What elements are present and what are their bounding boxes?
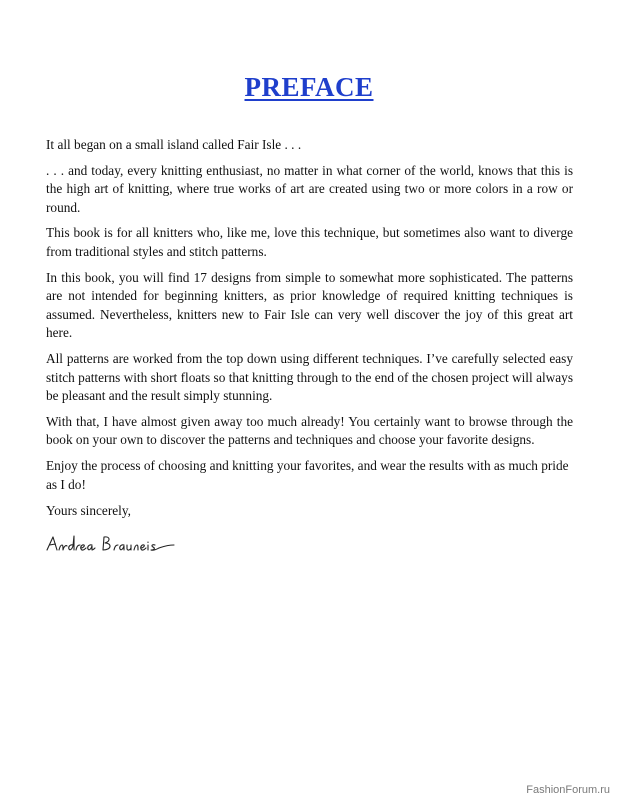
watermark: FashionForum.ru (526, 784, 610, 796)
paragraph-6: With that, I have almost given away too much already! You certainly want to browse through the book on your own to discover the patterns and techniques and choose your favorite designs. (46, 413, 573, 448)
signature (44, 533, 184, 557)
paragraph-7: Enjoy the process of choosing and knitting your favorites, and wear the results with as much pride as I do! (46, 457, 569, 492)
paragraph-5: All patterns are worked from the top down using different techniques. I’ve carefully selected easy stitch patterns with short floats so that knitting through to the end of the chosen project will always be pleasant and the result simply stunning. (46, 350, 573, 404)
paragraph-2: . . . and today, every knitting enthusiast, no matter in what corner of the world, knows that this is the high art of knitting, where true works of art are created using two or more colors in a row or round. (46, 162, 573, 215)
paragraph-3: This book is for all knitters who, like me, love this technique, but sometimes also want to diverge from traditional styles and stitch patterns. (46, 225, 573, 259)
closing-line: Yours sincerely, (46, 503, 131, 519)
page-title: PREFACE (244, 72, 374, 102)
paragraph-1: It all began on a small island called Fair Isle . . . (46, 137, 302, 152)
paragraph-4: In this book, you will find 17 designs from simple to somewhat more sophisticated. The patterns are not intended for beginning knitters, as prior knowledge of required knitting techniques is assumed. Nevertheless, knitters new to Fair Isle can very well discover the joy of this great art here. (46, 269, 573, 341)
preface-body (46, 136, 573, 528)
